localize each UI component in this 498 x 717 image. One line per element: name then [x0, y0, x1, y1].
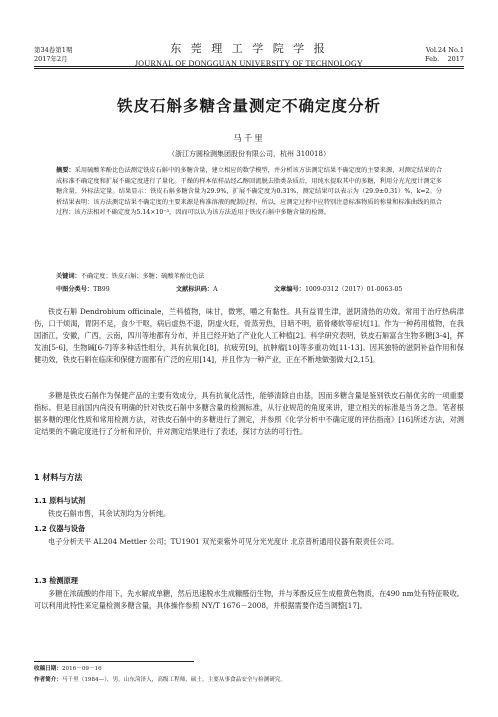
- clc-label: 中图分类号：: [56, 286, 94, 293]
- subsection-1-3-text: 多糖在浓硫酸的作用下，先水解成单糖，然后迅速脱水生成糠醛衍生物，并与苯酚反应生成橙黄色物质，在490 nm处有特征吸收。可以利用此特性来定量检测多糖含量，具体操作参照 NY/T 1676－2008，并根据需要作适当调整[17]。: [34, 589, 464, 610]
- header-rule-thin: [34, 68, 464, 69]
- journal-name-en: JOURNAL OF DONGGUAN UNIVERSITY OF TECHNOLOGY: [134, 59, 364, 68]
- header-left: [34, 46, 72, 64]
- article-number-value: 1009-0312（2017）01-0063-05: [304, 286, 403, 293]
- abstract: [56, 166, 442, 219]
- author-affiliation: （浙江方圆检测集团股份有限公司，杭州 310018）: [168, 150, 330, 158]
- received-label: 收稿日期：: [34, 666, 62, 672]
- author-bio-text: 马千里（1984—），男，山东菏泽人，高级工程师，硕士，主要从事食品安全与检测研究。: [61, 677, 286, 683]
- keywords-label: 关键词：: [56, 273, 81, 280]
- keywords-text: 不确定度；铁皮石斛；多糖；硫酸苯酚比色法: [80, 273, 205, 280]
- intro-paragraph-2-text: 多糖是铁皮石斛作为保健产品的主要有效成分，具有抗氧化活性，能够清除自由基，因而多糖含量是鉴别铁皮石斛优劣的一项重要指标。但是目前国内尚没有明确的针对铁皮石斛中多糖含量的检测标准，从行业规范的角度来讲，建立相关的标准是当务之急。笔者根据多糖的理化性质和常用检测方法，对铁皮石斛中的多糖进行了测定，并参照《化学分析中不确定度的评估指南》[16]所述方法，对测定结果的不确定度进行了分析和评价，并对测定结果进行了表述，探讨方法的可行性。: [34, 391, 464, 436]
- subsection-1-1-text: 铁皮石斛市售，其余试剂均为分析纯。: [48, 509, 171, 518]
- article-number-group: [274, 285, 402, 295]
- abstract-text: 采用硫酸苯酚比色法测定铁皮石斛中的多糖含量，建立相应的数学模型，并分析该方法测定结果不确定度的主要来源，对测定结果的合成标准不确定度和扩展不确定度进行了量化。干燥的样本依样品经乙醇回流脱去脂类杂质后，用纯水提取其中的多糖，利用分光光度计测定多糖含量，外标法定量。结果显示：铁皮石斛多糖含量为29.9%，扩展不确定度为0.31%，测定结果可以表示为（29.9±0.31）%，k=2。分析结果表明：该方法测定结果不确定度的主要来源是称准溶液的配制过程，所以，应测定过程中应特别注意标准物质的称量和标准曲线的拟合过程；该方法相对不确定度为5.14×10⁻³，因而可以认为该方法适用于铁皮石斛中多糖含量的检测。: [56, 167, 443, 217]
- article-author: 马千里: [233, 134, 265, 144]
- footnote-rule: [34, 661, 194, 662]
- date-en: Feb. 2017: [424, 55, 464, 63]
- footnote-author-bio: [34, 676, 464, 685]
- header-right: [425, 46, 464, 64]
- intro-paragraph-1-text: 铁皮石斛 Dendrobium officinale，兰科植物，味甘，微寒，嚼之有黏性。具有益胃生津，滋阴清热的功效。常用于治疗热病津伤，口干烦渴，胃阴不足，食少干呕，病后虚热不退，阴虚火旺，骨蒸劳热，目暗不明，筋骨痿软等症状[1]。作为一种药用植物，在我国浙江，安徽，广西，云南，四川等地都有分布，并且已经开始了产业化人工种植[2]。科学研究表明，铁皮石斛富含生物多糖[3-4]，挥发油[5-6]，生物碱[6-7]等多种活性组分，具有抗氧化[8]，抗疲劳[9]，抗肿瘤[10]等多重功效[11-13]。因其独特的滋阴补益作用和保健功效，铁皮石斛在临床和保健方面都有广泛的应用[14]，并且作为一种产业，正在不断地做强做大[2,15]。: [34, 307, 464, 364]
- clc-group: [56, 285, 110, 295]
- article-number-label: 文章编号：: [274, 286, 305, 293]
- received-date: 2016－09－16: [61, 666, 102, 672]
- article-title: 铁皮石斛多糖含量测定不确定度分析: [116, 97, 381, 115]
- subsection-heading-1-2: 1.2 仪器与设备: [34, 524, 86, 533]
- abstract-label: 摘要：: [56, 167, 75, 174]
- intro-paragraph-1: [34, 306, 464, 366]
- clc-value: TB99: [93, 286, 110, 293]
- author-bio-label: 作者简介：: [34, 677, 62, 683]
- subsection-heading-1-3: 1.3 检测原理: [34, 576, 78, 585]
- header-center: [100, 40, 398, 68]
- doc-code-label: 文献标识码：: [176, 286, 214, 293]
- journal-name-cn: 东 莞 理 工 学 院 学 报: [170, 42, 328, 55]
- header-rule-thick: [34, 66, 464, 67]
- subsection-heading-1-1: 1.1 原料与试剂: [34, 496, 86, 505]
- doc-code-group: [176, 285, 218, 295]
- intro-paragraph-2: [34, 390, 464, 438]
- volume-en: Vol.24 No.1: [425, 46, 464, 54]
- subsection-1-2-text: 电子分析天平 AL204 Mettler 公司；TU1901 双光束紫外可见分光光度计 北京普析通用仪器有限责任公司。: [48, 537, 399, 546]
- footnote-received: [34, 665, 464, 674]
- doc-code-value: A: [213, 286, 218, 293]
- keywords: [56, 272, 442, 282]
- date-cn: 2017年2月: [34, 55, 68, 63]
- volume-cn: 第34卷第1期: [34, 46, 73, 54]
- section-heading-1: 1 材料与方法: [34, 473, 83, 482]
